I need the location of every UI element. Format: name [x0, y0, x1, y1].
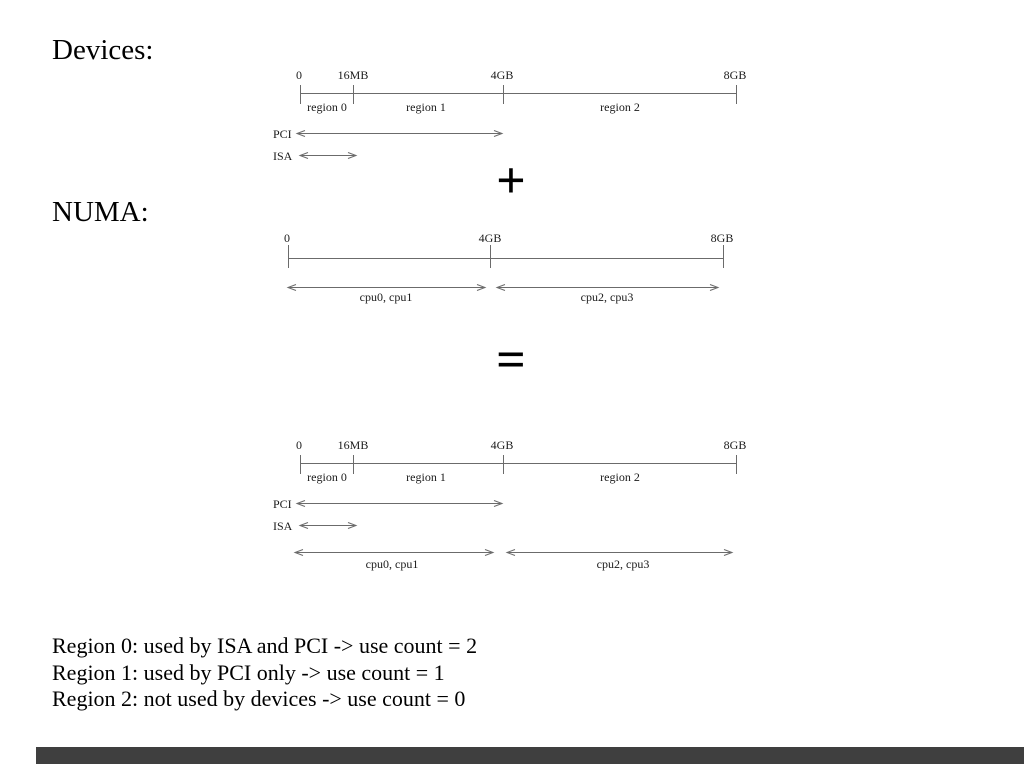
combined-isa-range-arrow	[300, 523, 356, 529]
numa-tick-label-8gb: 8GB	[710, 231, 734, 245]
numa-tick-label-4gb: 4GB	[478, 231, 502, 245]
numa-tick-label-0: 0	[284, 231, 290, 245]
devices-tick-label-0: 0	[296, 68, 302, 82]
combined-region1-label: region 1	[406, 470, 446, 484]
devices-region2-label: region 2	[600, 100, 640, 114]
combined-tick-label-4gb: 4GB	[490, 438, 514, 452]
numa-cpu01-label: cpu0, cpu1	[359, 290, 413, 304]
devices-axis-ticks	[301, 85, 737, 104]
combined-axis-ticks	[301, 455, 737, 474]
devices-isa-label: ISA	[273, 149, 293, 163]
note-region2-use-count: Region 2: not used by devices -> use count = 0	[52, 686, 466, 711]
combined-isa-label: ISA	[273, 519, 293, 533]
combined-tick-label-0: 0	[296, 438, 302, 452]
devices-region0-label: region 0	[307, 100, 347, 114]
devices-pci-range-arrow	[297, 131, 502, 137]
devices-tick-label-8gb: 8GB	[723, 68, 747, 82]
combined-cpu01-label: cpu0, cpu1	[365, 557, 419, 571]
combined-pci-range-arrow	[297, 501, 502, 507]
bottom-bar	[36, 747, 1024, 764]
note-region0-use-count: Region 0: used by ISA and PCI -> use count = 2	[52, 633, 478, 658]
combined-region2-label: region 2	[600, 470, 640, 484]
equals-operator: =	[496, 331, 526, 389]
plus-operator: +	[496, 152, 526, 210]
numa-cpu23-label: cpu2, cpu3	[580, 290, 634, 304]
combined-node1-range-arrow	[507, 550, 732, 556]
note-region1-use-count: Region 1: used by PCI only -> use count = 1	[52, 660, 445, 685]
combined-tick-label-16mb: 16MB	[337, 438, 369, 452]
numa-axis-ticks	[289, 245, 724, 268]
combined-node0-range-arrow	[295, 550, 493, 556]
combined-cpu23-label: cpu2, cpu3	[596, 557, 650, 571]
combined-pci-label: PCI	[273, 497, 292, 511]
devices-pci-label: PCI	[273, 127, 292, 141]
devices-isa-range-arrow	[300, 153, 356, 159]
devices-region1-label: region 1	[406, 100, 446, 114]
devices-tick-label-4gb: 4GB	[490, 68, 514, 82]
numa-section-title: NUMA:	[52, 196, 149, 228]
devices-section-title: Devices:	[52, 34, 154, 66]
combined-tick-label-8gb: 8GB	[723, 438, 747, 452]
combined-region0-label: region 0	[307, 470, 347, 484]
devices-tick-label-16mb: 16MB	[337, 68, 369, 82]
